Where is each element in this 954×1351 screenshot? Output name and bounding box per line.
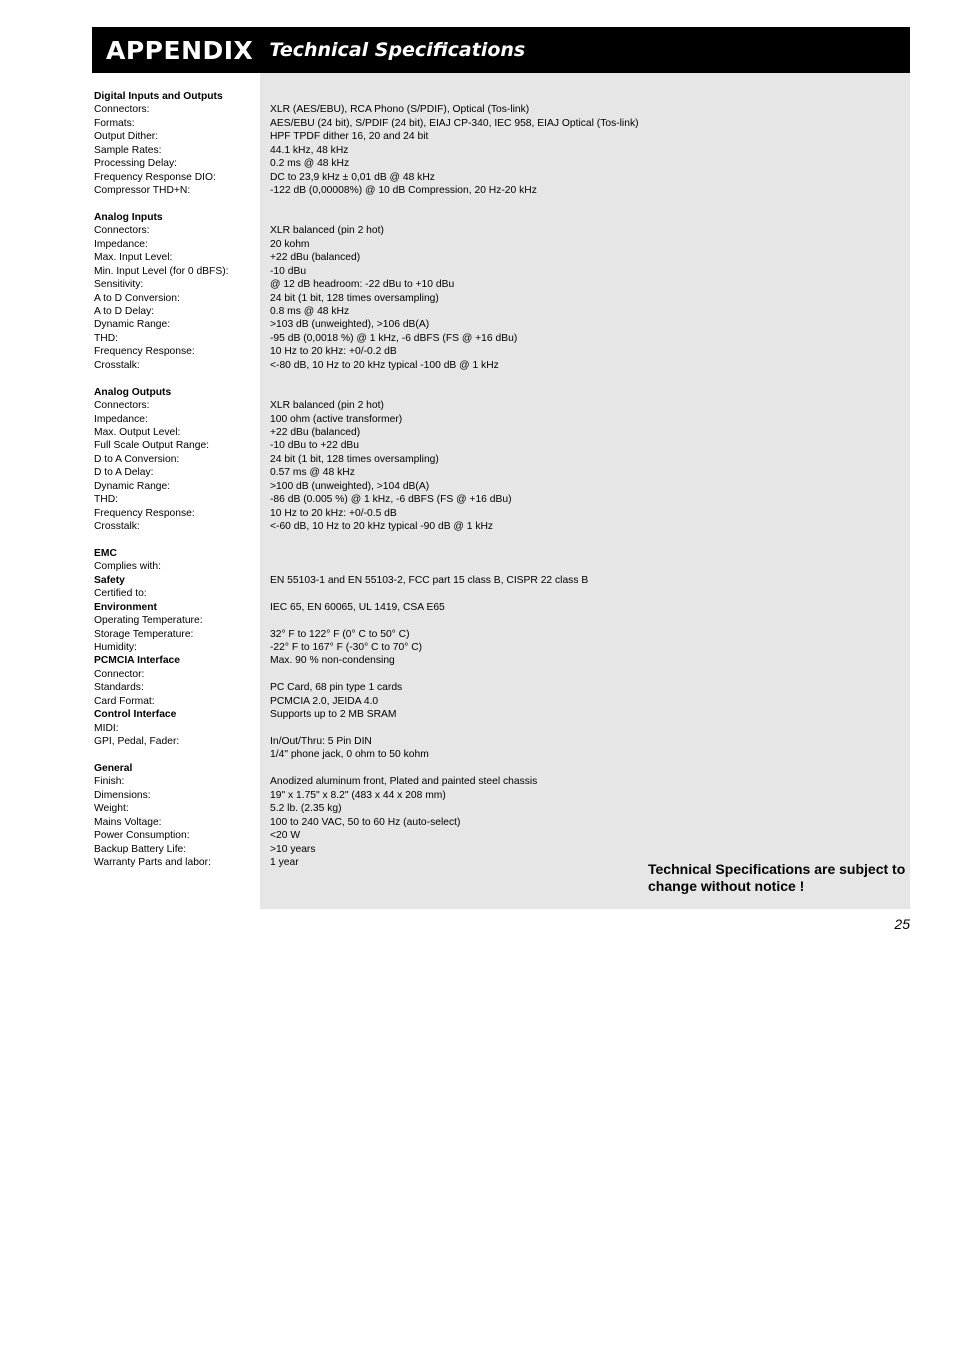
- spec-label: Frequency Response:: [94, 507, 195, 519]
- page-number: 25: [894, 916, 910, 932]
- spec-label: Sensitivity:: [94, 279, 144, 291]
- spec-value: <-80 dB, 10 Hz to 20 kHz typical -100 dB @ 1 kHz: [270, 359, 499, 371]
- header-title: APPENDIX: [106, 35, 254, 65]
- spec-value: [270, 198, 890, 211]
- spec-value: 32° F to 122° F (0° C to 50° C): [270, 628, 410, 640]
- spec-labels-column: [94, 90, 260, 869]
- section-heading: General: [94, 762, 133, 774]
- spec-value: -122 dB (0,00008%) @ 10 dB Compression, 20 Hz-20 kHz: [270, 185, 537, 197]
- spec-value: [270, 762, 890, 775]
- section-heading: Analog Outputs: [94, 386, 172, 398]
- section-heading: PCMCIA Interface: [94, 655, 181, 667]
- spec-label: THD:: [94, 332, 119, 344]
- spec-label: MIDI:: [94, 722, 119, 734]
- section-heading: Control Interface: [94, 709, 177, 721]
- spec-label: Impedance:: [94, 413, 148, 425]
- spec-value: 44.1 kHz, 48 kHz: [270, 144, 349, 156]
- section-heading: EMC: [94, 547, 117, 559]
- spec-value: IEC 65, EN 60065, UL 1419, CSA E65: [270, 601, 445, 613]
- spec-value: -22° F to 167° F (-30° C to 70° C): [270, 641, 423, 653]
- spec-value: -95 dB (0,0018 %) @ 1 kHz, -6 dBFS (FS @ +16 dBu): [270, 332, 518, 344]
- spec-value: 0.2 ms @ 48 kHz: [270, 158, 350, 170]
- spec-label: Complies with:: [94, 561, 161, 573]
- spec-value: 100 ohm (active transformer): [270, 413, 403, 425]
- spec-value: @ 12 dB headroom: -22 dBu to +10 dBu: [270, 279, 455, 291]
- spec-label: Connectors:: [94, 225, 150, 237]
- spec-label: Compressor THD+N:: [94, 185, 191, 197]
- spec-label: A to D Conversion:: [94, 292, 180, 304]
- spec-value: XLR (AES/EBU), RCA Phono (S/PDIF), Optical (Tos-link): [270, 104, 530, 116]
- spec-value: [270, 211, 890, 224]
- spec-label: Crosstalk:: [94, 521, 140, 532]
- spec-label: Connectors:: [94, 104, 150, 116]
- spec-value: Anodized aluminum front, Plated and painted steel chassis: [270, 776, 538, 788]
- spec-label: Finish:: [94, 776, 125, 788]
- spec-label: D to A Conversion:: [94, 453, 180, 465]
- spec-value: [270, 722, 890, 735]
- spec-value: In/Out/Thru: 5 Pin DIN: [270, 736, 372, 747]
- spec-label: Impedance:: [94, 238, 148, 250]
- spec-value: PC Card, 68 pin type 1 cards: [270, 682, 403, 694]
- spec-value: [270, 560, 890, 573]
- spec-label: Min. Input Level (for 0 dBFS):: [94, 265, 229, 277]
- spec-value: [270, 386, 890, 399]
- spec-label: Backup Battery Life:: [94, 843, 187, 855]
- spec-label: Frequency Response DIO:: [94, 171, 216, 183]
- spec-values-column: [270, 90, 890, 869]
- spec-label: Processing Delay:: [94, 158, 177, 170]
- spec-value: >103 dB (unweighted), >106 dB(A): [270, 319, 430, 331]
- spec-label: Max. Input Level:: [94, 252, 173, 264]
- spec-value: PCMCIA 2.0, JEIDA 4.0: [270, 695, 379, 707]
- spec-value: AES/EBU (24 bit), S/PDIF (24 bit), EIAJ CP-340, IEC 958, EIAJ Optical (Tos-link): [270, 117, 639, 129]
- spec-value: EN 55103-1 and EN 55103-2, FCC part 15 class B, CISPR 22 class B: [270, 574, 589, 586]
- spec-value: 100 to 240 VAC, 50 to 60 Hz (auto-select): [270, 816, 461, 828]
- spec-label: D to A Delay:: [94, 467, 154, 479]
- spec-label: Dynamic Range:: [94, 319, 171, 331]
- spec-value: 20 kohm: [270, 238, 310, 250]
- spec-value: [270, 90, 890, 103]
- spec-label: Connectors:: [94, 400, 150, 412]
- spec-value: 10 Hz to 20 kHz: +0/-0.2 dB: [270, 346, 397, 358]
- spec-label: Storage Temperature:: [94, 628, 194, 640]
- spec-label: [94, 198, 260, 211]
- page-header: [92, 27, 910, 73]
- spec-label: A to D Delay:: [94, 306, 155, 317]
- spec-value: +22 dBu (balanced): [270, 426, 361, 438]
- spec-label: [94, 748, 260, 761]
- spec-label: Output Dither:: [94, 131, 159, 143]
- spec-label: Frequency Response:: [94, 346, 195, 358]
- spec-label: Warranty Parts and labor:: [94, 856, 211, 868]
- spec-value: 19" x 1.75" x 8.2" (483 x 44 x 208 mm): [270, 789, 446, 801]
- section-heading: Digital Inputs and Outputs: [94, 91, 223, 102]
- spec-value: XLR balanced (pin 2 hot): [270, 225, 384, 237]
- spec-value: 24 bit (1 bit, 128 times oversampling): [270, 453, 439, 465]
- spec-value: 0.8 ms @ 48 kHz: [270, 306, 350, 317]
- section-heading: Analog Inputs: [94, 211, 163, 223]
- spec-value: 0.57 ms @ 48 kHz: [270, 467, 355, 479]
- spec-value: [270, 372, 890, 385]
- spec-label: Power Consumption:: [94, 830, 190, 842]
- spec-label: [94, 372, 260, 385]
- spec-value: 1/4" phone jack, 0 ohm to 50 kohm: [270, 749, 429, 761]
- spec-label: Max. Output Level:: [94, 426, 181, 438]
- spec-value: >10 years: [270, 843, 316, 855]
- section-heading: Environment: [94, 601, 157, 613]
- spec-label: Weight:: [94, 803, 129, 815]
- spec-value: -86 dB (0.005 %) @ 1 kHz, -6 dBFS (FS @ +16 dBu): [270, 494, 512, 506]
- spec-value: [270, 614, 890, 627]
- spec-label: Mains Voltage:: [94, 816, 162, 828]
- change-notice: Technical Specifications are subject to change without notice !: [648, 861, 906, 894]
- section-heading: Safety: [94, 574, 125, 586]
- spec-value: XLR balanced (pin 2 hot): [270, 400, 384, 412]
- spec-label: Dynamic Range:: [94, 480, 171, 492]
- spec-label: [94, 533, 260, 546]
- spec-label: Certified to:: [94, 588, 147, 600]
- spec-label: Connector:: [94, 668, 145, 680]
- spec-value: HPF TPDF dither 16, 20 and 24 bit: [270, 131, 429, 143]
- header-subtitle: Technical Specifications: [269, 39, 526, 61]
- spec-value: +22 dBu (balanced): [270, 252, 361, 264]
- spec-value: 5.2 lb. (2.35 kg): [270, 803, 342, 815]
- spec-value: -10 dBu to +22 dBu: [270, 440, 360, 452]
- spec-label: THD:: [94, 494, 119, 506]
- spec-value: 24 bit (1 bit, 128 times oversampling): [270, 292, 439, 304]
- spec-value: [270, 587, 890, 600]
- spec-label: Card Format:: [94, 695, 155, 707]
- spec-value: 10 Hz to 20 kHz: +0/-0.5 dB: [270, 507, 397, 519]
- spec-value: 1 year: [270, 856, 299, 868]
- spec-value: [270, 547, 890, 560]
- spec-label: Formats:: [94, 117, 135, 129]
- spec-label: Standards:: [94, 682, 144, 694]
- spec-value: <20 W: [270, 830, 301, 842]
- spec-value: [270, 668, 890, 681]
- spec-label: GPI, Pedal, Fader:: [94, 736, 180, 747]
- spec-value: >100 dB (unweighted), >104 dB(A): [270, 480, 430, 492]
- spec-label: Operating Temperature:: [94, 615, 203, 627]
- spec-label: Dimensions:: [94, 789, 151, 801]
- spec-value: DC to 23,9 kHz ± 0,01 dB @ 48 kHz: [270, 171, 435, 183]
- spec-value: Max. 90 % non-condensing: [270, 655, 395, 667]
- spec-label: Full Scale Output Range:: [94, 440, 210, 452]
- spec-label: Humidity:: [94, 641, 137, 653]
- spec-value: Supports up to 2 MB SRAM: [270, 709, 397, 721]
- spec-label: Sample Rates:: [94, 144, 162, 156]
- spec-value: [270, 533, 890, 546]
- spec-label: Crosstalk:: [94, 359, 140, 371]
- spec-value: <-60 dB, 10 Hz to 20 kHz typical -90 dB @ 1 kHz: [270, 521, 494, 532]
- spec-value: -10 dBu: [270, 265, 307, 277]
